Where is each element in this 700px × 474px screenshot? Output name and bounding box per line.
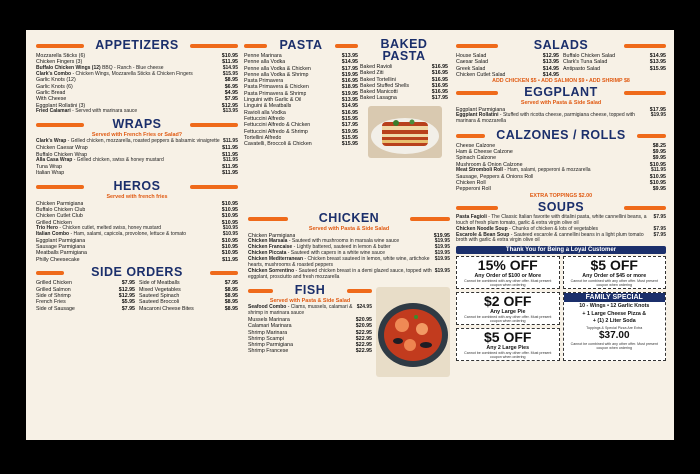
menu-item-price: $16.95 [431, 76, 448, 83]
coupon-big: $2 OFF [484, 293, 532, 310]
pasta-title: PASTA [244, 38, 358, 53]
menu-item-name: Chicken Parmigiana [248, 233, 296, 239]
baked-pasta-column [360, 38, 448, 158]
menu-item-name: Pasta Primavera & Chicken [244, 84, 309, 91]
menu-item-price: $16.95 [431, 70, 448, 77]
menu-item-name: Chicken Marsala [248, 238, 288, 245]
menu-item-name: Pepperoni Roll [456, 186, 491, 193]
menu-item-price: $19.95 [434, 250, 450, 257]
menu-item-price: $15.95 [341, 141, 358, 148]
menu-item [36, 306, 135, 312]
menu-item-price: $17.95 [341, 122, 358, 129]
menu-item-price: $18.95 [341, 84, 358, 91]
menu-item-price: $10.95 [649, 180, 666, 187]
menu-item-price: $10.95 [221, 53, 238, 59]
menu-item-name: Side of Sausage [36, 305, 75, 312]
menu-item-name: Meat Stromboli Roll [456, 166, 503, 173]
menu-item-desc: - Chicken breast sauteed in lemon, white wine, artichoke hearts, mushrooms & roasted peppers [248, 256, 430, 268]
coupon-mid: Any Large Pie [490, 309, 526, 316]
menu-item-desc: - Sauteed chicken breast in a demi glazed sauce, topped with eggplant, prosciutto and fresh mozzarella [248, 267, 432, 280]
fish-title: FISH [248, 283, 372, 298]
menu-item-name: Cheese Calzone [456, 142, 496, 149]
menu-item-name: Grilled Chicken [36, 219, 72, 226]
menu-item-desc: - Sauteed with mushrooms in marsala wine sauce [287, 238, 400, 245]
menu-item-price: $13.95 [222, 107, 238, 114]
menu-item-desc: BBQ - Ranch - Blue cheese [100, 64, 164, 71]
menu-item-name: Tuna Wrap [36, 163, 62, 170]
menu-item-name: House Salad [456, 53, 487, 59]
menu-item [36, 257, 238, 263]
menu-item-name: Chicken Sorrentino [248, 267, 295, 274]
menu-item-name: Italian Combo [36, 230, 70, 237]
menu-item-name: Pasta Primavera [244, 78, 284, 85]
wraps-section [36, 117, 238, 176]
chicken-section [248, 211, 450, 281]
menu-item-price: $10.95 [222, 224, 238, 231]
calzones-section [456, 128, 666, 200]
menu-item-price: $16.95 [431, 64, 448, 70]
menu-item-name: Fried Calamari [36, 107, 71, 114]
menu-item-price: $11.95 [222, 145, 238, 152]
menu-item-name: Clark's Combo [36, 70, 72, 77]
menu-item-name: French Fries [36, 299, 66, 306]
menu-item [456, 113, 666, 125]
coupon-fine: Cannot be combined with any other offer. Must present coupon when ordering [570, 279, 658, 288]
menu-item-price: $14.95 [542, 65, 559, 72]
menu-item-name: Mushroom & Onion Calzone [456, 161, 523, 168]
menu-item-name: Macaroni Cheese Bites [139, 305, 194, 312]
column-left [36, 38, 238, 312]
menu-item-price: $13.95 [542, 59, 559, 66]
menu-item-price: $19.95 [341, 71, 358, 78]
calzones-list [456, 143, 666, 193]
coupon-fine: Cannot be combined with any other offer. Must present coupon when ordering [464, 351, 552, 360]
menu-item-price: $11.95 [222, 138, 238, 145]
menu-item-price: $12.95 [118, 286, 135, 293]
menu-item-price: $14.95 [341, 103, 358, 110]
menu-item-name: Antipasto Salad [563, 65, 601, 72]
menu-item-price: $11.95 [222, 170, 238, 176]
coupon-15-off[interactable] [456, 256, 560, 289]
menu-item [360, 95, 448, 101]
menu-item-name: Mixed Vegetables [139, 286, 181, 293]
menu-item-name: Pasta Fagioli [456, 213, 487, 220]
heros-title: HEROS [36, 179, 238, 194]
menu-item-price: $14.95 [649, 53, 666, 59]
salads-left-list [456, 53, 559, 78]
pasta-list [244, 53, 358, 147]
soups-list [456, 215, 666, 245]
menu-item-desc: - Chicken cutlet, melted swiss, honey mustard [57, 224, 162, 231]
fish-section [248, 283, 450, 355]
coupon-mid: Any Order of $100 or More [474, 273, 542, 280]
menu-item-price: $6.95 [224, 83, 238, 90]
coupon-5-off-45[interactable] [563, 256, 667, 289]
menu-item [36, 170, 238, 176]
menu-item-price: $12.95 [118, 293, 135, 300]
menu-item-price: $10.95 [221, 213, 238, 220]
menu-item-name: Grilled Chicken [36, 280, 72, 287]
menu-item-name: Tortellini Alfredo [244, 134, 282, 141]
menu-item-price: $8.95 [224, 305, 238, 312]
menu-item [36, 109, 238, 115]
menu-item-price: $20.95 [355, 323, 372, 330]
menu-item-name: Clark's Wrap [36, 138, 67, 145]
menu-item-price: $17.95 [431, 95, 448, 102]
family-special-fine: Cannot be combined with any other offer. Must present coupon when ordering [570, 341, 658, 350]
coupons-grid [456, 256, 666, 361]
soups-title: SOUPS [456, 200, 666, 215]
menu-item-price: $13.95 [341, 97, 358, 104]
menu-item-name: Fettuccini Alfredo [244, 115, 285, 122]
menu-item-name: Chicken Cutlet Club [36, 213, 83, 220]
menu-item-name: Garlic Bread [36, 90, 66, 96]
menu-item-name: Baked Stuffed Shells [360, 82, 410, 89]
menu-item-name: Pasta Primavera & Shrimp [244, 90, 307, 97]
family-special-line4: Toppings & Special Pizza Are Extra [586, 325, 643, 330]
menu-item-name: Shrimp Francese [248, 348, 289, 355]
menu-item-name: Garlic Knots (6) [36, 83, 73, 90]
menu-item [139, 306, 238, 312]
menu-item-name: Buffalo Chicken Wings (12) [36, 64, 101, 71]
menu-item-name: Alla Casa Wrap [36, 156, 73, 163]
menu-item-name: Eggplant Rollatini (3) [36, 102, 86, 109]
column-right [456, 38, 666, 361]
menu-item-price: $19.95 [341, 90, 358, 97]
seafood-photo [376, 287, 450, 377]
menu-item-name: Buffalo Chicken Club [36, 207, 86, 214]
family-special-price: $37.00 [598, 329, 630, 341]
menu-item-desc: - Chunks of chicken & lots of vegetables [507, 225, 598, 232]
side-orders-right-list [139, 280, 238, 311]
coupon-2-off[interactable] [456, 292, 560, 325]
menu-item-desc: - Sauteed escarole & cannellini beans in a light plum tomato broth with garlic & extra virgin olive oil [456, 231, 644, 244]
menu-item-price: $11.95 [222, 256, 238, 263]
menu-item-name: Chicken Roll [456, 180, 486, 187]
menu-item-name: Grilled Salmon [36, 286, 71, 293]
menu-item-price: $7.95 [653, 225, 666, 232]
menu-item [244, 141, 358, 147]
menu-item-desc: - Grilled chicken, swiss & honey mustard [72, 156, 164, 163]
menu-item-price: $22.95 [355, 335, 372, 342]
menu-item-name: Chicken Piccata [248, 250, 287, 257]
menu-item-name: Chicken Francaise [248, 244, 293, 251]
salads-title: SALADS [456, 38, 666, 53]
wraps-subtitle: Served with French Fries or Salad? [91, 132, 183, 139]
menu-item-name: Sausage Parmigiana [36, 244, 86, 251]
menu-item-desc: - Clams, mussels, calamari & shrimp in marinara sauce [248, 304, 353, 317]
menu-item-name: Sauteed Spinach [139, 293, 180, 300]
menu-item-price: $9.95 [652, 155, 666, 162]
family-special-line2: + 1 Large Cheese Pizza & [582, 310, 647, 317]
seafood-image [376, 287, 450, 377]
menu-item-price: $8.95 [224, 286, 238, 293]
menu-item-name: Trio Hero [36, 224, 58, 231]
menu-item-price: $17.95 [649, 107, 666, 114]
menu-item-name: Linguini & Meatballs [244, 103, 292, 110]
menu-item [456, 233, 666, 245]
menu-item-price: $7.95 [121, 305, 135, 312]
side-orders-section [36, 265, 238, 311]
menu-item-name: Mussels Marinara [248, 316, 290, 323]
menu-item-price: $8.95 [224, 299, 238, 306]
coupon-fine: Cannot be combined with any other offer. Must present coupon when ordering [464, 315, 552, 324]
menu-item-name: Chicken Caesar Wrap [36, 145, 88, 152]
heros-subtitle: Served with french fries [106, 193, 168, 200]
menu-item-name: Mozzarella Sticks (6) [36, 53, 86, 59]
menu-item-price: $7.95 [653, 213, 666, 220]
menu-page [26, 30, 674, 440]
menu-item-price: $15.95 [222, 70, 238, 77]
menu-item-price: $14.95 [341, 59, 358, 66]
menu-item-price: $11.95 [222, 156, 238, 163]
menu-item-price: $11.95 [650, 166, 666, 173]
fish-subtitle: Served with Pasta & Side Salad [269, 298, 351, 305]
menu-item-price: $22.95 [355, 329, 372, 336]
menu-item-price: $12.95 [221, 102, 238, 109]
menu-item-price: $19.95 [434, 256, 450, 263]
menu-item-name: With Cheese [36, 96, 67, 103]
chicken-list [248, 233, 450, 281]
menu-item-price: $20.95 [355, 316, 372, 323]
coupon-big: $5 OFF [590, 257, 638, 274]
menu-item-price: $12.95 [542, 53, 559, 59]
menu-item-name: Ham & Cheese Calzone [456, 149, 513, 156]
menu-item-price: $16.95 [341, 78, 358, 85]
menu-item-name: Chicken Parmigiana [36, 200, 84, 207]
coupon-big: $5 OFF [484, 329, 532, 346]
chicken-subtitle: Served with Pasta & Side Salad [308, 226, 390, 232]
menu-item [248, 348, 372, 354]
lasagna-photo [368, 106, 442, 158]
menu-item-name: Shrimp Scampi [248, 335, 284, 342]
menu-item-price: $10.95 [222, 230, 238, 237]
menu-item-name: Greek Salad [456, 65, 486, 72]
chicken-title: CHICKEN [248, 211, 450, 226]
appetizers-title: APPETIZERS [36, 38, 238, 53]
appetizers-list [36, 53, 238, 115]
menu-item-price: $10.95 [221, 200, 238, 207]
menu-item-price: $10.95 [221, 219, 238, 226]
menu-item-name: Italian Wrap [36, 170, 65, 176]
menu-item-name: Chicken Cutlet Salad [456, 71, 506, 78]
menu-item-name: Baked Manicotti [360, 89, 398, 96]
menu-item-name: Linguini with Garlic & Oil [244, 97, 302, 104]
menu-item-name: Chicken Noodle Soup [456, 225, 508, 232]
menu-item-name: Clark's Tuna Salad [563, 59, 608, 66]
menu-item-price: $17.95 [341, 65, 358, 72]
menu-item-name: Seafood Combo [248, 304, 287, 311]
menu-item [248, 305, 372, 317]
menu-item-price: $8.25 [652, 142, 666, 149]
menu-item-price: $22.95 [355, 348, 372, 355]
calzones-title: CALZONES / ROLLS [456, 128, 666, 143]
heros-list [36, 201, 238, 263]
menu-item [248, 269, 450, 281]
menu-item-name: Escarole & Bean Soup [456, 231, 510, 238]
menu-item-price: $10.95 [649, 173, 666, 180]
menu-item-desc: - Ham, salami, pepperoni & mozzarella [502, 166, 591, 173]
menu-item-name: Penne alla Vodka & Chicken [244, 65, 311, 72]
menu-item-price: $9.95 [652, 186, 666, 193]
baked-pasta-list [360, 64, 448, 102]
menu-item-name: Chicken Fingers (3) [36, 59, 83, 66]
loyalty-banner: Thank You for Being a Loyal Customer [456, 246, 666, 254]
menu-item-price: $15.95 [649, 65, 666, 72]
menu-item-name: Penne alla Vodka [244, 59, 286, 66]
menu-item-price: $19.95 [434, 244, 450, 251]
menu-item-price: $19.95 [433, 233, 450, 239]
lasagna-image [368, 106, 442, 158]
coupon-5-off-2-pies[interactable] [456, 328, 560, 361]
menu-item-name: Buffalo Chicken Wrap [36, 151, 88, 158]
heros-section [36, 179, 238, 263]
menu-item-name: Side of Shrimp [36, 293, 71, 300]
eggplant-section [456, 85, 666, 125]
menu-item-price: $24.95 [356, 304, 372, 311]
pasta-column [244, 38, 358, 147]
menu-item-name: Penne Marinara [244, 53, 282, 59]
menu-item-price: $19.95 [434, 267, 450, 274]
menu-item-name: Baked Ziti [360, 70, 384, 77]
menu-item-desc: - Ham, salami, capicola, provolone, lettuce & tomato [69, 230, 187, 237]
menu-item-price: $13.95 [649, 59, 666, 66]
menu-item-desc: - Stuffed with ricotta cheese, parmigiana cheese, topped with marinara & mozzarella [456, 112, 635, 125]
menu-item-price: $19.95 [434, 238, 450, 245]
menu-item-name: Penne alla Vodka & Shrimp [244, 71, 309, 78]
menu-item-name: Side of Meatballs [139, 280, 180, 287]
menu-item-price: $16.95 [341, 109, 358, 116]
menu-item-price: $8.95 [224, 77, 238, 84]
coupon-mid: Any Order of $45 or more [582, 273, 647, 280]
chicken-fish-column [248, 211, 450, 355]
menu-item-price: $19.95 [341, 128, 358, 135]
menu-item-price: $7.95 [653, 231, 666, 238]
menu-item-desc: - The Classic Italian favorite with ditalini pasta, white cannellini beans, a touch of fresh plum tomato, garlic & extra virgin olive oil [456, 213, 647, 226]
family-special-line1: 10 - Wings • 12 Garlic Knots [579, 303, 650, 310]
side-orders-left-list [36, 280, 135, 311]
menu-item-name: Baked Lasagna [360, 95, 397, 102]
coupon-big: 15% OFF [477, 257, 538, 274]
wraps-list [36, 139, 238, 176]
eggplant-title: EGGPLANT [456, 85, 666, 100]
menu-item-price: $10.95 [221, 244, 238, 251]
menu-item-price: $11.95 [222, 59, 238, 66]
salad-addons: ADD CHICKEN $5 • ADD SALMON $9 • ADD SHRIMP $8 [492, 78, 630, 85]
coupon-fine: Cannot be combined with any other offer. Must present coupon when ordering [464, 279, 552, 288]
menu-item-name: Meatballs Parmigiana [36, 250, 87, 257]
family-special-title: FAMILY SPECIAL [564, 293, 666, 302]
menu-item-price: $7.95 [224, 280, 238, 287]
menu-item-name: Shrimp Parmigiana [248, 342, 294, 349]
menu-item [563, 66, 666, 72]
menu-item-price: $22.95 [355, 342, 372, 349]
menu-item-price: $11.95 [222, 151, 238, 158]
salads-right-list [563, 53, 666, 78]
menu-item-price: $15.95 [341, 115, 358, 122]
menu-item-price: $9.95 [652, 149, 666, 156]
menu-item-name: Eggplant Parmigiana [36, 237, 86, 244]
wraps-title: WRAPS [36, 117, 238, 132]
side-orders-title: SIDE ORDERS [36, 265, 238, 280]
menu-item-price: $14.95 [222, 64, 238, 71]
menu-item-price: $8.95 [224, 293, 238, 300]
menu-item-name: Fettuccini Alfredo & Chicken [244, 122, 311, 129]
menu-item-price: $19.95 [650, 112, 666, 119]
soups-section [456, 200, 666, 245]
menu-item-price: $13.95 [341, 53, 358, 59]
menu-item-desc: - Chicken Wings, Mozzarella Sticks & Chicken Fingers [71, 70, 193, 77]
extra-toppings: EXTRA TOPPINGS $2.00 [529, 192, 593, 199]
menu-item-name: Calamari Marinara [248, 323, 292, 330]
menu-item-name: Philly Cheesecake [36, 256, 80, 263]
salads-section [456, 38, 666, 85]
menu-item-name: Spinach Calzone [456, 155, 497, 162]
eggplant-list [456, 107, 666, 125]
menu-item-name: Eggplant Rollatini [456, 112, 499, 119]
menu-item-name: Sauteed Broccoli [139, 299, 180, 306]
menu-item-price: $10.95 [221, 237, 238, 244]
menu-item-price: $16.95 [431, 82, 448, 89]
menu-item-desc: - Lightly battered, sauteed in lemon & butter [292, 244, 391, 251]
menu-item-price: $10.95 [221, 250, 238, 257]
menu-item-price: $10.95 [221, 207, 238, 214]
menu-item-price: $5.95 [121, 299, 135, 306]
baked-pasta-title-line2: PASTA [382, 49, 426, 63]
menu-item-price: $16.95 [431, 89, 448, 96]
menu-item-price: $7.95 [121, 280, 135, 287]
coupon-mid: Any 2 Large Pies [486, 345, 530, 352]
menu-item-desc: - Sauteed with capers in a white wine sauce [286, 250, 386, 257]
menu-item-name: Baked Tortellini [360, 76, 396, 83]
menu-item-name: Cavatelli, Broccoli & Chicken [244, 141, 312, 148]
menu-item-name: Fettuccini Alfredo & Shrimp [244, 128, 308, 135]
menu-item-price: $15.95 [341, 134, 358, 141]
menu-item-price: $10.95 [649, 161, 666, 168]
appetizers-section [36, 38, 238, 115]
menu-item-name: Sausage, Peppers & Onions Roll [456, 173, 534, 180]
menu-item-name: Eggplant Parmigiana [456, 107, 506, 114]
menu-item-name: Buffalo Chicken Salad [563, 53, 616, 59]
family-special-line3: + (1) 2 Liter Soda [592, 318, 636, 325]
menu-item-price: $7.95 [224, 96, 238, 103]
menu-item-name: Chicken Mediterranean [248, 256, 304, 263]
menu-item-price: $11.95 [222, 163, 238, 170]
menu-item-name: Garlic Knots (12) [36, 77, 76, 84]
menu-item-name: Shrimp Marinara [248, 329, 288, 336]
menu-item-price: $14.95 [542, 71, 559, 78]
menu-item-name: Baked Ravioli [360, 64, 393, 70]
menu-item-desc: - Grilled chicken, mozzarella, roasted peppers & balsamic vinaigrette [66, 138, 220, 145]
menu-item-name: Caesar Salad [456, 59, 489, 66]
menu-item-desc: - Served with marinara sauce [70, 107, 138, 114]
menu-item-price: $4.95 [224, 90, 238, 96]
family-special-coupon[interactable] [563, 292, 667, 361]
fish-list [248, 305, 372, 355]
menu-item-name: Ravioli alla Vodka [244, 109, 286, 116]
eggplant-subtitle: Served with Pasta & Side Salad [520, 100, 602, 107]
baked-pasta-title-line1: BAKED [380, 37, 428, 51]
